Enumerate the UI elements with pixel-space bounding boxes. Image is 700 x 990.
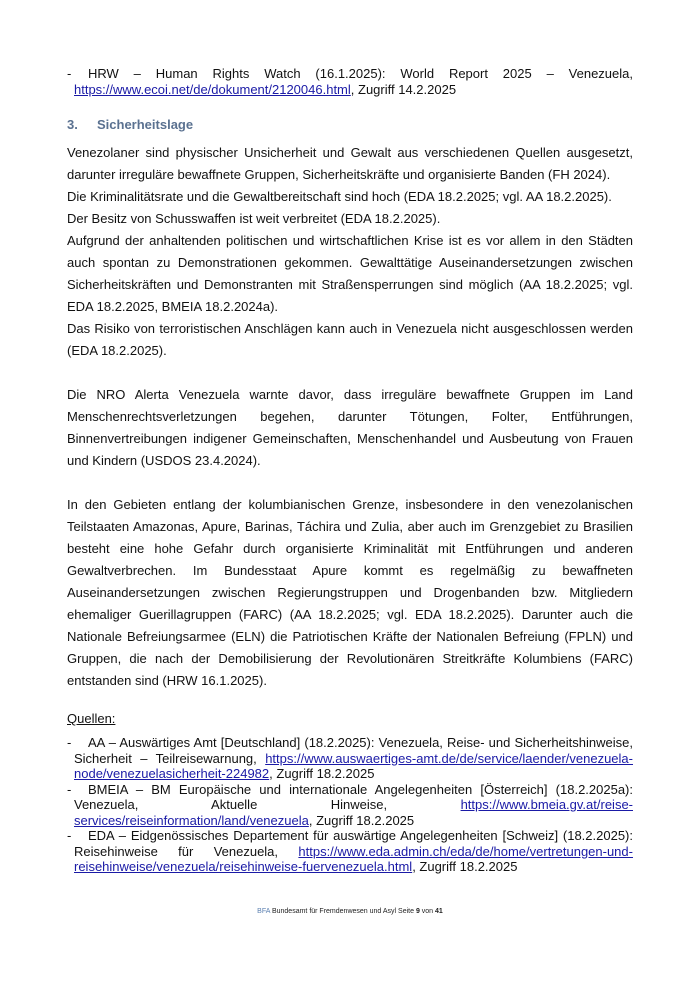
paragraph: Venezolaner sind physischer Unsicherheit und Gewalt aus verschiedenen Quellen ausgesetzt, darunter irreguläre bewaffnete Gruppen, Sicherheitskräfte und organisierte Banden (FH 2024). xyxy=(67,145,633,182)
source-link[interactable]: https://www.auswaertiges-amt.de/de/service/laender/venezuela-node/venezuelasicherheit-224982 xyxy=(74,750,633,781)
source-suffix: , Zugriff 18.2.2025 xyxy=(308,812,415,828)
section-title: Sicherheitslage xyxy=(97,117,194,132)
list-dash: - xyxy=(67,735,72,750)
paragraph: Die NRO Alerta Venezuela warnte davor, dass irreguläre bewaffnete Gruppen im Land Menschenrechtsverletzungen begehen, darunter Tötungen, Folter, Entführungen, Binnenvertreibungen indigener Gemeinschaften, Menschenhandel und Ausbeutung von Frauen und Kindern (USDOS 23.4.2024). xyxy=(67,387,633,468)
source-suffix: , Zugriff 18.2.2025 xyxy=(269,766,375,781)
paragraph: Aufgrund der anhaltenden politischen und wirtschaftlichen Krise ist es vor allem in den Städten auch spontan zu Demonstrationen gekommen. Gewalttätige Auseinandersetzungen zwischen Sicherheitskräften und Demonstranten mit Straßensperrungen sind möglich (AA 18.2.2025; vgl. EDA 18.2.2025, BMEIA 18.2.2024a). xyxy=(67,233,633,314)
footer-of: von xyxy=(419,908,436,915)
list-dash: - xyxy=(67,781,72,797)
sources-label: Quellen: xyxy=(67,711,116,726)
footer-brand: BFA xyxy=(257,908,271,915)
section-number: 3. xyxy=(67,117,78,132)
reference-item-hrw xyxy=(67,66,633,97)
source-text: EDA – Eidgenössisches Departement für auswärtige Angelegenheiten [Schweiz] (18.2.2025): Reisehinweise für Venezuela, xyxy=(74,828,633,859)
source-item-aa xyxy=(67,735,633,782)
reference-text: HRW – Human Rights Watch (16.1.2025): World Report 2025 – Venezuela, xyxy=(88,66,633,81)
sources-list xyxy=(67,735,633,875)
source-suffix: , Zugriff 18.2.2025 xyxy=(412,859,518,874)
source-item-bmeia xyxy=(67,782,633,829)
source-link[interactable]: https://www.bmeia.gv.at/reise-services/reiseinformation/land/venezuela xyxy=(74,797,633,828)
body-block-2 xyxy=(67,384,633,472)
footer-org: Bundesamt für Fremdenwesen und Asyl Seite xyxy=(270,908,416,915)
footer-page-number: 9 xyxy=(415,908,420,915)
paragraph: Der Besitz von Schusswaffen ist weit verbreitet (EDA 18.2.2025). xyxy=(67,211,441,226)
paragraph: Die Kriminalitätsrate und die Gewaltbereitschaft sind hoch (EDA 18.2.2025; vgl. AA 18.2.2025). xyxy=(67,189,612,204)
top-reference xyxy=(67,66,633,97)
reference-suffix: , Zugriff 14.2.2025 xyxy=(350,81,457,97)
section-heading xyxy=(67,117,193,132)
list-dash: - xyxy=(67,66,72,81)
paragraph: Das Risiko von terroristischen Anschlägen kann auch in Venezuela nicht ausgeschlossen werden (EDA 18.2.2025). xyxy=(67,321,633,358)
body-block-3 xyxy=(67,494,633,692)
source-item-eda xyxy=(67,828,633,875)
footer-page-total: 41 xyxy=(435,908,443,915)
paragraph: In den Gebieten entlang der kolumbianischen Grenze, insbesondere in den venezolanischen Teilstaaten Amazonas, Apure, Barinas, Táchira und Zulia, aber auch im Grenzgebiet zu Brasilien besteht eine hohe Gefahr durch organisierte Kriminalität mit Entführungen und anderen Gewaltverbrechen. Im Bundesstaat Apure kommt es regelmäßig zu bewaffneten Auseinandersetzungen zwischen Regierungstruppen und Drogenbanden bzw. Mitgliedern ehemaliger Guerillagruppen (FARC) (AA 18.2.2025; vgl. EDA 18.2.2025). Darunter auch die Nationale Befreiungsarmee (ELN) die Patriotischen Kräfte der Nationalen Befreiung (FPLN) und Gruppen, die nach der Demobilisierung der Revolutionären Streitkräfte Kolumbiens (FARC) entstanden sind (HRW 16.1.2025). xyxy=(67,497,633,688)
source-text: BMEIA – BM Europäische und internationale Angelegenheiten [Österreich] (18.2.2025a): Venezuela, Aktuelle Hinweise, xyxy=(74,781,633,812)
list-dash: - xyxy=(67,828,72,843)
reference-link[interactable]: https://www.ecoi.net/de/dokument/2120046.html xyxy=(74,81,351,97)
body-block-1 xyxy=(67,142,633,362)
page-footer xyxy=(0,908,700,915)
source-text: AA – Auswärtiges Amt [Deutschland] (18.2.2025): Venezuela, Reise- und Sicherheitshinweise, Sicherheit – Teilreisewarnung, xyxy=(74,735,633,766)
source-link[interactable]: https://www.eda.admin.ch/eda/de/home/vertretungen-und-reisehinweise/venezuela/reisehinweise-fuervenezuela.html xyxy=(74,843,633,874)
